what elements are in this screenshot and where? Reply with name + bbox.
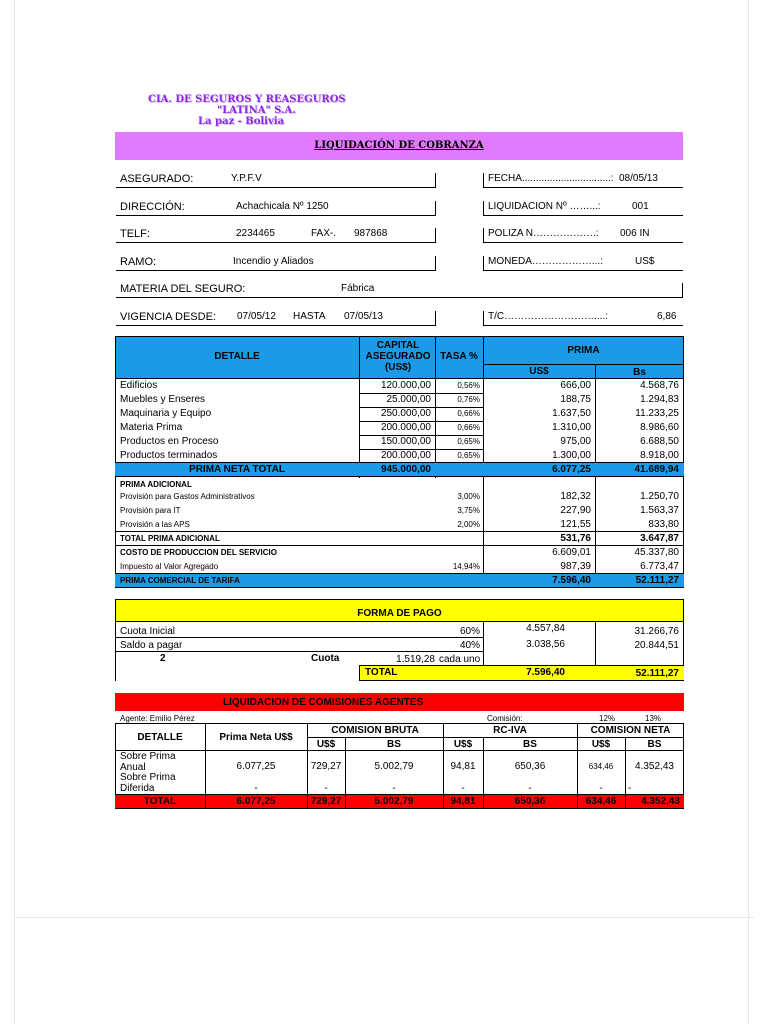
row-anual-bruta-usd: 729,27 [310,761,342,772]
vigencia-desde: 07/05/12 [237,311,276,322]
telf-value: 2234465 [236,228,275,239]
com-total-rc-bs: 650,36 [514,796,546,807]
prima-comercial-usd: 7.596,40 [552,575,591,586]
page-edge-bottom [14,917,754,918]
prima-row-capital: 250.000,00 [380,408,431,419]
prima-table [115,336,684,588]
cuota-value: 1.519,28 [396,654,435,665]
comision-pct-12: 12% [599,714,616,723]
neta-usd-header: U$$ [591,739,611,750]
comision-pct-13: 13% [645,714,662,723]
row-diferida-label1: Sobre Prima [120,772,176,783]
com-bruta-header: COMISION BRUTA [331,725,419,736]
liquidacion-label: LIQUIDACION Nº ……...: [488,201,601,212]
prima-row-capital: 120.000,00 [380,380,431,391]
prima-row-item: Muebles y Enseres [120,394,206,405]
poliza-field [483,228,683,243]
prima-comercial-label: PRIMA COMERCIAL DE TARIFA [120,576,240,585]
tasa-header: TASA % [440,351,478,362]
title-banner [115,132,683,160]
asegurado-label: ASEGURADO: [120,173,194,185]
liquidacion-value: 001 [632,201,649,212]
bruta-usd-header: U$$ [316,739,336,750]
moneda-label: MONEDA………………...: [488,256,604,267]
rciva-bs-header: BS [523,739,537,750]
materia-label: MATERIA DEL SEGURO: [120,283,246,295]
prima-row-bs: 8.918,00 [640,450,679,461]
moneda-field [483,256,683,271]
com-rciva-header: RC-IVA [493,725,527,736]
prima-row-capital: 150.000,00 [380,436,431,447]
ramo-field [116,256,436,271]
adicional-row-usd: 227,90 [560,505,591,516]
capital-header: CAPITAL ASEGURADO (US$) [365,340,431,373]
direccion-label: DIRECCIÓN: [120,201,185,213]
poliza-value: 006 IN [620,228,650,239]
vigencia-label: VIGENCIA DESDE: [120,311,216,323]
row-diferida-rc-bs: - [528,783,532,794]
direccion-field [116,201,436,216]
pago-total-usd: 7.596,40 [526,667,565,678]
ramo-value: Incendio y Aliados [233,256,314,267]
telf-label: TELF: [120,228,150,240]
prima-neta-total-bs: 41.689,94 [634,464,679,475]
materia-value: Fábrica [341,283,375,294]
comisiones-table [115,693,684,809]
prima-row-item: Edificios [120,380,158,391]
prima-neta-total-label: PRIMA NETA TOTAL [189,464,285,475]
tc-label: T/C………………………....: [488,311,608,322]
page-edge-right [748,0,749,1024]
moneda-value: US$ [635,256,655,267]
com-detalle-header: DETALLE [137,732,183,743]
vigencia-hasta: 07/05/13 [344,311,383,322]
adicional-row-bs: 1.563,37 [640,505,679,516]
prima-row-item: Maquinaria y Equipo [120,408,212,419]
total-adicional-bs: 3.647,87 [640,533,679,544]
prima-row-tasa: 0,65% [457,451,480,460]
row-anual-prima: 6.077,25 [236,761,276,772]
row-anual-label1: Sobre Prima [120,751,176,762]
num-cuotas: 2 [160,653,166,664]
com-total-bruta-usd: 729,27 [310,796,342,807]
prima-row-usd: 666,00 [560,380,591,391]
costo-bs: 45.337,80 [634,547,679,558]
iva-label: Impuesto al Valor Agregado [120,562,219,571]
asegurado-value: Y.P.F.V [231,173,262,184]
rciva-usd-header: U$$ [453,739,473,750]
row-anual-label2: Anual [120,762,146,773]
fax-value: 987868 [354,228,388,239]
cuota-inicial-label: Cuota Inicial [120,626,176,637]
com-total-rc-usd: 94,81 [450,796,476,807]
vigencia-field [116,311,436,326]
tc-field [483,311,683,326]
cuota-inicial-pct: 60% [459,626,480,637]
prima-row-item: Materia Prima [120,422,183,433]
telf-field [116,228,436,243]
row-anual-bruta-bs: 5.002,79 [374,761,414,772]
prima-neta-total-usd: 6.077,25 [552,464,591,475]
adicional-row-usd: 182,32 [560,491,591,502]
prima-row-bs: 6.688,50 [640,436,679,447]
saldo-usd: 3.038,56 [526,639,565,650]
row-diferida-prima: - [254,783,258,794]
prima-row-tasa: 0,66% [457,409,480,418]
prima-row-capital: 200.000,00 [380,450,431,461]
adicional-row-tasa: 3,00% [457,492,480,501]
row-diferida-neta-usd: - [599,783,603,794]
iva-usd: 987,39 [560,561,591,572]
prima-row-usd: 188,75 [560,394,591,405]
adicional-row-bs: 1.250,70 [640,491,679,502]
page-title: LIQUIDACIÓN DE COBRANZA [314,140,484,151]
row-diferida-neta-bs: - [628,783,632,794]
row-anual-rc-bs: 650,36 [514,761,546,772]
cuota-label: Cuota [311,653,340,664]
pago-total-bs: 52.111,27 [635,668,679,679]
fecha-field [483,173,683,188]
company-subtitle: "LATINA" S.A. [217,105,296,116]
prima-row-bs: 11.233,25 [635,408,679,419]
saldo-label: Saldo a pagar [120,640,183,651]
detalle-header: DETALLE [214,351,260,362]
forma-pago-title: FORMA DE PAGO [357,608,442,619]
prima-header: PRIMA [567,345,600,356]
com-prima-header: Prima Neta U$$ [219,732,293,743]
com-total-bruta-bs: 5.002,79 [374,796,414,807]
total-adicional-label: TOTAL PRIMA ADICIONAL [120,534,220,543]
cuota-inicial-bs: 31.266,76 [634,626,679,637]
hasta-label: HASTA [293,311,326,322]
bruta-bs-header: BS [387,739,401,750]
adicional-row-item: Provisión a las APS [120,520,190,529]
iva-bs: 6.773,47 [640,561,679,572]
adicional-row-tasa: 2,00% [457,520,480,529]
ramo-label: RAMO: [120,256,157,268]
saldo-pct: 40% [459,640,480,651]
liquidacion-field [483,201,683,216]
prima-row-bs: 1.294,83 [640,394,679,405]
row-diferida-bruta-bs: - [392,783,396,794]
com-total-label: TOTAL [143,796,177,807]
comisiones-title: LIQUIDACION DE COMISIONES AGENTES [223,697,424,708]
prima-row-bs: 4.568,76 [640,380,679,391]
forma-pago-table [115,599,684,681]
prima-neta-total-capital: 945.000,00 [380,464,431,475]
asegurado-field [116,173,436,188]
pago-total-label: TOTAL [365,667,398,678]
saldo-bs: 20.844,51 [634,640,679,651]
iva-tasa: 14,94% [452,562,480,571]
cada-uno-label: cada uno [439,654,481,665]
row-diferida-label2: Diferida [120,783,155,794]
prima-bs-header: Bs [633,367,646,378]
prima-row-tasa: 0,65% [457,437,480,446]
page-edge-left [14,0,15,1024]
total-adicional-usd: 531,76 [560,533,591,544]
prima-comercial-bs: 52.111,27 [635,575,679,586]
row-diferida-rc-usd: - [461,783,465,794]
prima-row-tasa: 0,76% [457,395,480,404]
prima-adicional-title: PRIMA ADICIONAL [120,480,192,489]
row-anual-rc-usd: 94,81 [450,761,476,772]
prima-row-item: Productos terminados [120,450,218,461]
adicional-row-item: Provisión para IT [120,506,181,515]
prima-row-usd: 1.637,50 [552,408,591,419]
prima-row-usd: 1.300,00 [552,450,591,461]
adicional-row-usd: 121,55 [560,519,591,530]
costo-label: COSTO DE PRODUCCION DEL SERVICIO [120,548,277,557]
neta-bs-header: BS [647,739,662,750]
adicional-row-tasa: 3,75% [457,506,480,515]
com-neta-header: COMISION NETA [590,725,671,736]
fax-label: FAX-. [311,228,337,239]
costo-usd: 6.609,01 [552,547,591,558]
direccion-value: Achachicala Nº 1250 [236,201,329,212]
row-anual-neta-usd: 634,46 [588,762,614,771]
materia-field [116,283,683,298]
prima-row-usd: 975,00 [560,436,591,447]
adicional-row-bs: 833,80 [648,519,679,530]
com-total-neta-usd: 634,46 [585,796,617,807]
fecha-value: 08/05/13 [619,173,658,184]
prima-row-usd: 1.310,00 [552,422,591,433]
prima-row-tasa: 0,66% [457,423,480,432]
poliza-label: POLIZA N……………….: [488,228,599,239]
agente-label: Agente: Emilio Pérez [120,714,195,723]
prima-row-bs: 8.986,60 [640,422,679,433]
cuota-inicial-usd: 4.557,84 [526,623,565,634]
prima-row-capital: 200.000,00 [380,422,431,433]
company-location: La paz - Bolivia [198,116,285,127]
tc-value: 6,86 [657,311,677,322]
adicional-row-item: Provisión para Gastos Administrativos [120,492,255,501]
prima-row-tasa: 0,56% [457,381,480,390]
prima-row-item: Productos en Proceso [120,436,219,447]
row-diferida-bruta-usd: - [324,783,328,794]
company-name: CIA. DE SEGUROS Y REASEGUROS [148,94,346,105]
row-anual-neta-bs: 4.352,43 [635,761,674,772]
fecha-label: FECHA................................: [488,173,614,184]
com-total-neta-bs: 4.352,43 [641,796,680,807]
prima-usd-header: US$ [529,366,549,377]
com-total-prima: 6.077,25 [236,796,276,807]
prima-row-capital: 25.000,00 [386,394,431,405]
comision-label: Comisión: [487,714,523,723]
